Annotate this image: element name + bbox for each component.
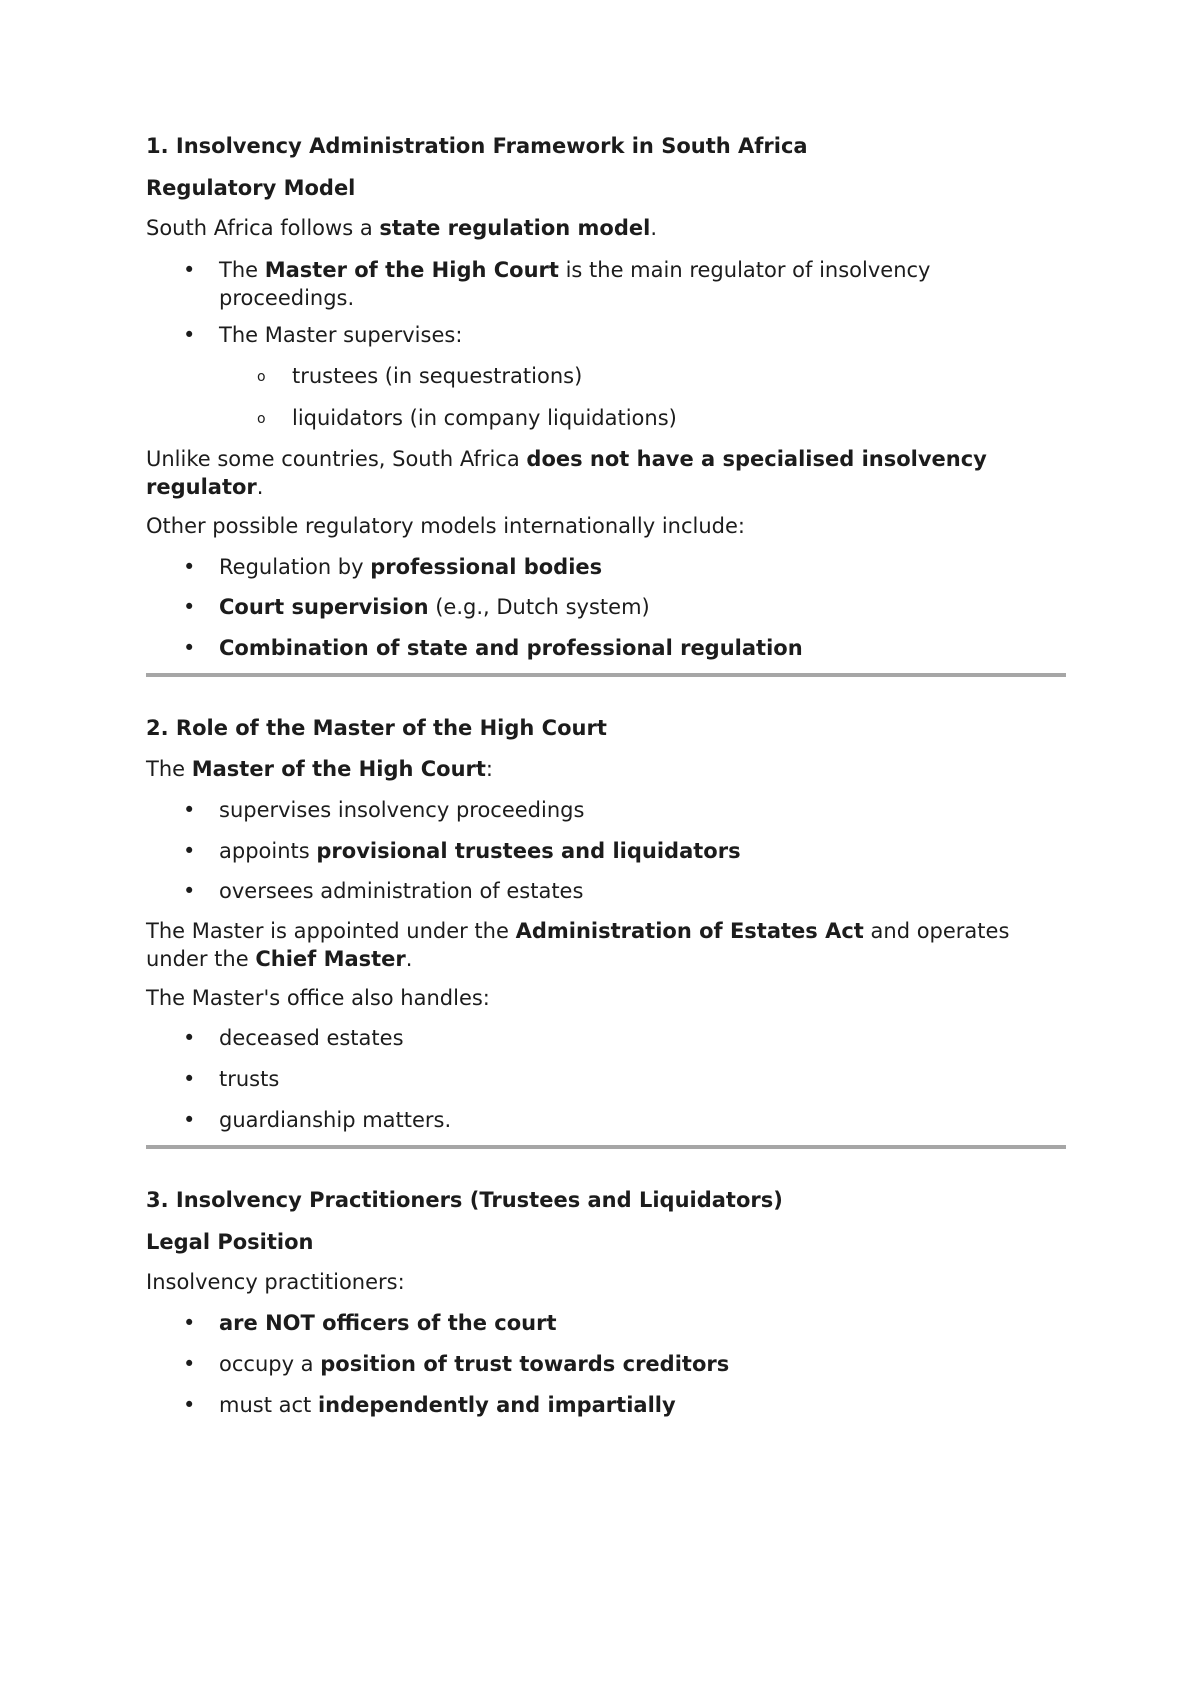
divider xyxy=(146,1145,1066,1149)
list-item: Combination of state and professional regulation xyxy=(219,636,803,660)
section-3-heading: 3. Insolvency Practitioners (Trustees and Liquidators) xyxy=(146,1188,783,1212)
list-item: The Master of the High Court is the main regulator of insolvency proceedings. xyxy=(219,258,931,310)
bullet-icon: • xyxy=(183,1026,196,1050)
list-item: deceased estates xyxy=(219,1026,404,1050)
list-item: are NOT officers of the court xyxy=(219,1311,557,1335)
bullet-icon: • xyxy=(183,1067,196,1091)
paragraph: Other possible regulatory models internationally include: xyxy=(146,514,745,538)
bullet-icon: • xyxy=(183,595,196,619)
sub-bullet-icon: o xyxy=(257,369,266,385)
section-3-intro: Insolvency practitioners: xyxy=(146,1270,405,1294)
bullet-icon: • xyxy=(183,839,196,863)
section-2-intro: The Master of the High Court: xyxy=(146,757,493,781)
bullet-icon: • xyxy=(183,323,196,347)
section-1-subheading: Regulatory Model xyxy=(146,176,356,200)
list-item: must act independently and impartially xyxy=(219,1393,676,1417)
list-item: appoints provisional trustees and liquidators xyxy=(219,839,741,863)
paragraph: Unlike some countries, South Africa does not have a specialised insolvency regulator. xyxy=(146,447,987,499)
list-item: occupy a position of trust towards creditors xyxy=(219,1352,730,1376)
paragraph: The Master is appointed under the Administration of Estates Act and operates under the Chief Master. xyxy=(146,919,1010,971)
divider xyxy=(146,673,1066,677)
bullet-icon: • xyxy=(183,636,196,660)
bullet-icon: • xyxy=(183,1108,196,1132)
bullet-icon: • xyxy=(183,1352,196,1376)
bullet-icon: • xyxy=(183,258,196,282)
list-item: The Master supervises: xyxy=(219,323,463,347)
bullet-icon: • xyxy=(183,798,196,822)
list-item: guardianship matters. xyxy=(219,1108,452,1132)
list-item: trusts xyxy=(219,1067,280,1091)
paragraph: The Master's office also handles: xyxy=(146,986,490,1010)
list-item: supervises insolvency proceedings xyxy=(219,798,585,822)
list-item: Court supervision (e.g., Dutch system) xyxy=(219,595,650,619)
list-item: oversees administration of estates xyxy=(219,879,584,903)
sub-list-item: trustees (in sequestrations) xyxy=(292,364,583,388)
list-item: Regulation by professional bodies xyxy=(219,555,603,579)
section-3-subheading: Legal Position xyxy=(146,1230,314,1254)
section-1-intro: South Africa follows a state regulation model. xyxy=(146,216,658,240)
bullet-icon: • xyxy=(183,879,196,903)
bullet-icon: • xyxy=(183,555,196,579)
section-2-heading: 2. Role of the Master of the High Court xyxy=(146,716,607,740)
bullet-icon: • xyxy=(183,1311,196,1335)
bullet-icon: • xyxy=(183,1393,196,1417)
sub-bullet-icon: o xyxy=(257,411,266,427)
section-1-heading: 1. Insolvency Administration Framework in South Africa xyxy=(146,134,808,158)
sub-list-item: liquidators (in company liquidations) xyxy=(292,406,677,430)
